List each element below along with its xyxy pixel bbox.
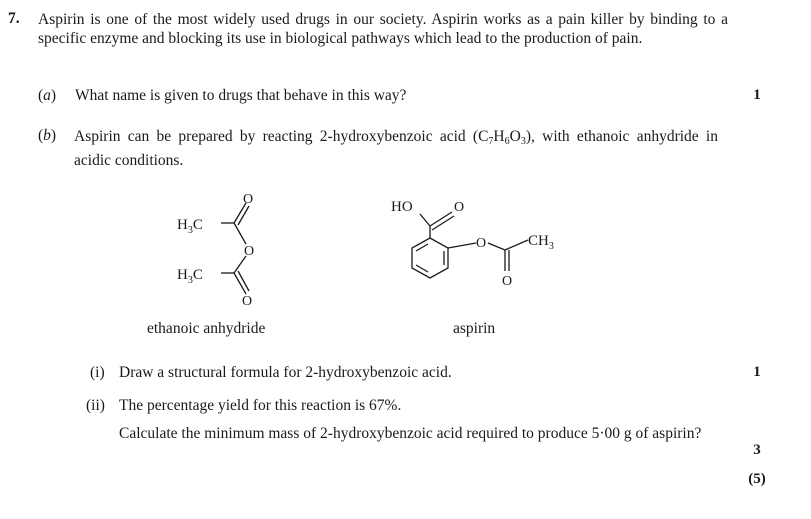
anhydride-caption: ethanoic anhydride — [147, 320, 266, 337]
aspirin-ch3: $CH_3$ — [528, 233, 554, 252]
anhydride-o-bottom: O — [242, 294, 253, 309]
sub-ii-marks: 3 — [753, 442, 761, 458]
part-a-text: What name is given to drugs that behave in this way? — [75, 87, 407, 104]
anhydride-h3c-upper: $H_3C$ — [177, 217, 203, 236]
sub-i-text: Draw a structural formula for 2-hydroxybenzoic acid. — [119, 364, 452, 381]
total-marks: (5) — [748, 471, 766, 487]
sub-i-label: (i) — [90, 364, 105, 381]
aspirin-ho: HO — [391, 199, 413, 215]
anhydride-o-top: O — [243, 192, 254, 207]
sub-ii-text2: Calculate the minimum mass of 2-hydroxybenzoic acid required to produce 5·00 g of aspirin? — [119, 425, 702, 442]
question-number: 7. — [8, 10, 20, 27]
question-intro: Aspirin is one of the most widely used drugs in our society. Aspirin works as a pain killer by binding to a specific enzyme and blocking its use in biological pathways which lead to the production of pain. — [38, 11, 728, 47]
sub-ii-text: The percentage yield for this reaction is 67%. — [119, 397, 402, 414]
aspirin-o-carbonyl: O — [502, 274, 513, 289]
aspirin-structure — [412, 212, 528, 278]
anhydride-h3c-lower: $H_3C$ — [177, 267, 203, 286]
part-a-marks: 1 — [753, 87, 761, 103]
part-a-label: (a) — [38, 87, 57, 104]
aspirin-o-ester: O — [476, 236, 487, 251]
aspirin-o-carboxyl: O — [454, 200, 465, 215]
anhydride-o-bridge: O — [244, 244, 255, 259]
aspirin-caption: aspirin — [453, 320, 496, 337]
sub-ii-label: (ii) — [86, 397, 105, 414]
part-b-text: Aspirin can be prepared by reacting 2-hydroxybenzoic acid $(C_7H_6O_3)$, with ethanoic anhydride in acidic conditions. — [74, 128, 718, 169]
part-b-label: (b) — [38, 127, 57, 144]
sub-i-marks: 1 — [753, 364, 761, 380]
